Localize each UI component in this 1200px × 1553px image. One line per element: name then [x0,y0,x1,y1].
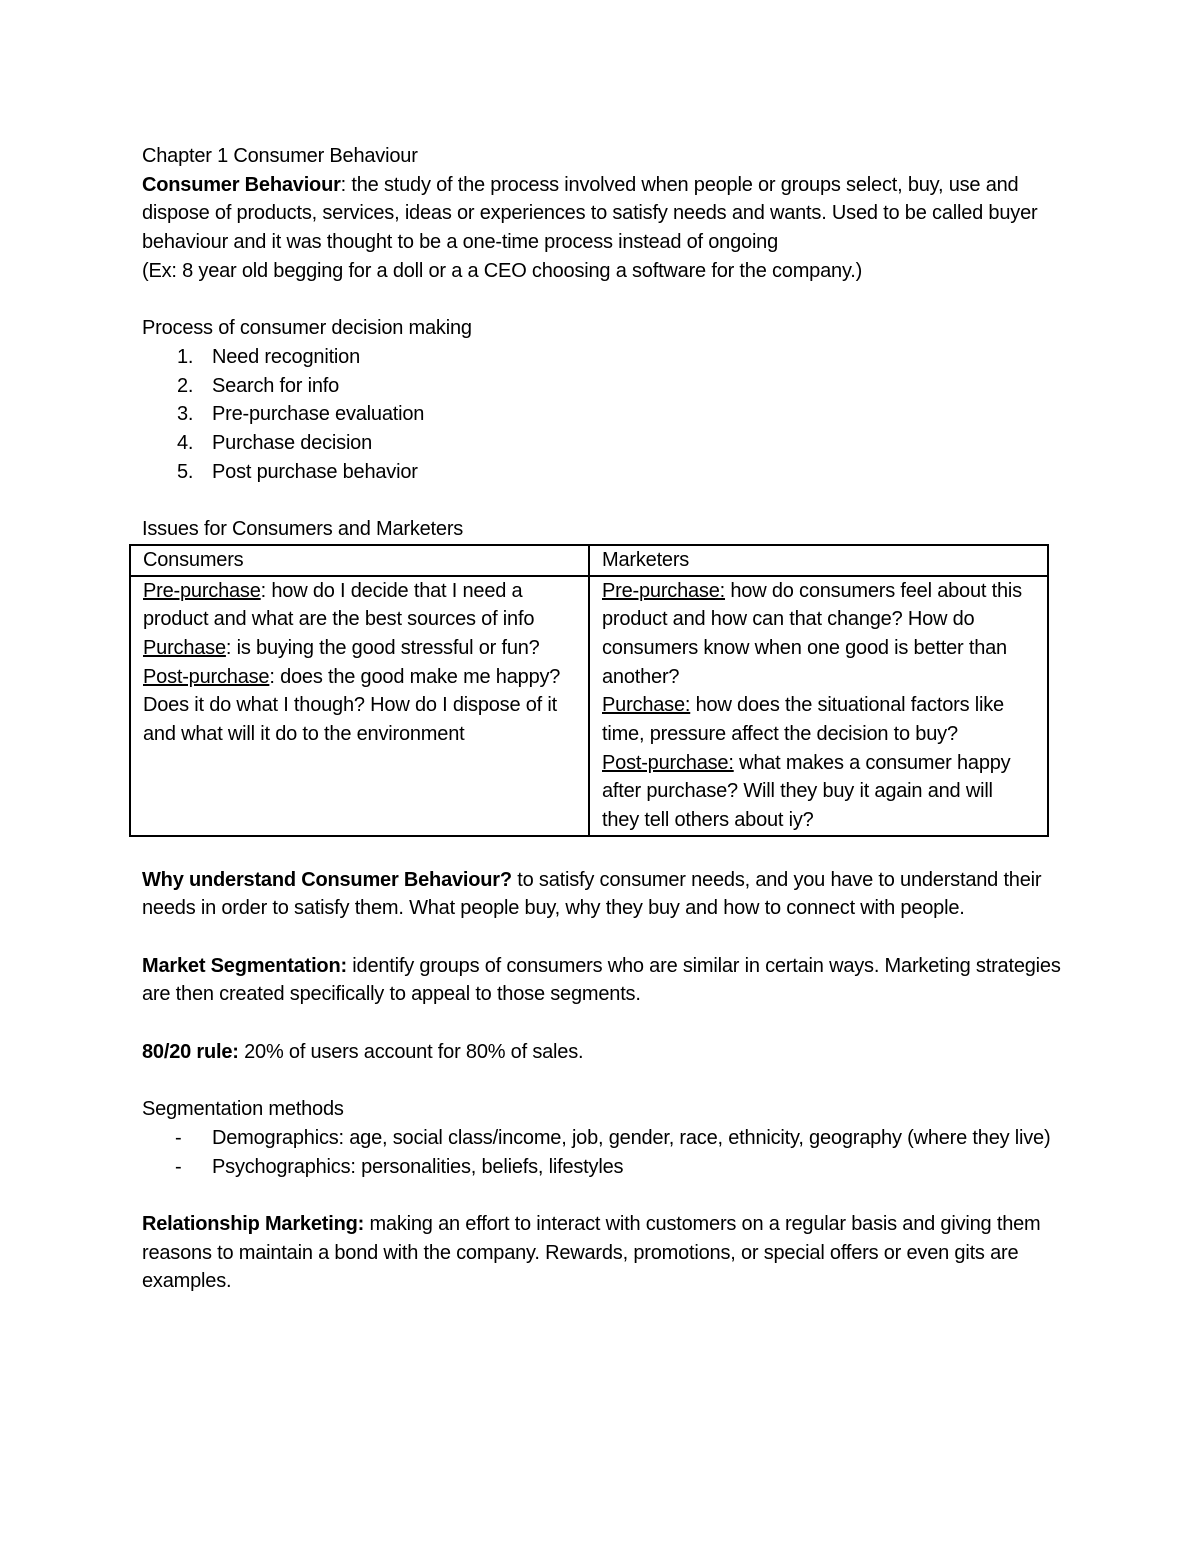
document-body [142,142,1062,1296]
why-text: to satisfy consumer needs, and you have to understand their needs in order to satisfy them. What people buy, why they buy and how to connect with people. [142,868,1042,920]
process-heading: Process of consumer decision making [142,317,472,340]
list-item-text: Pre-purchase evaluation [212,403,425,426]
segmentation-term: Market Segmentation: [142,954,347,977]
list-item-text: Post purchase behavior [212,460,418,483]
rule-text: 20% of users account for 80% of sales. [238,1040,584,1063]
list-item [142,429,1062,458]
process-list [142,343,1062,487]
rule-paragraph [142,1038,1062,1067]
rule-term: 80/20 rule: [142,1040,239,1063]
relationship-text: making an effort to interact with customers on a regular basis and giving them reasons to maintain a bond with the company. Rewards, promotions, or special offers or even gits are examples. [142,1212,1041,1293]
marketers-post-text: what makes a consumer happy after purchase? Will they buy it again and will they tell others about iy? [602,751,1011,832]
list-item [142,372,1062,401]
list-item-text: Psychographics: personalities, beliefs, lifestyles [212,1155,624,1178]
relationship-term: Relationship Marketing: [142,1212,365,1235]
list-item [142,1153,1062,1182]
marketers-cell [589,576,1048,836]
list-item-text: Demographics: age, social class/income, job, gender, race, ethnicity, geography (where they live) [212,1126,1051,1149]
consumers-post-text: : does the good make me happy? Does it do what I though? How do I dispose of it and what will it do to the environment [143,665,561,746]
list-item [142,343,1062,372]
table-header-consumers: Consumers [130,545,589,576]
issues-heading: Issues for Consumers and Marketers [142,518,464,541]
list-number: 4. [177,432,194,455]
dash-marker: - [175,1126,182,1149]
marketers-post-label: Post-purchase: [602,751,734,774]
definition-example: (Ex: 8 year old begging for a doll or a a CEO choosing a software for the company.) [142,259,863,282]
methods-list [142,1124,1062,1181]
marketers-purchase-label: Purchase: [602,694,691,717]
list-item-text: Search for info [212,374,340,397]
consumers-pre-text: : how do I decide that I need a product and what are the best sources of info [143,579,535,631]
marketers-pre-text: how do consumers feel about this product and how can that change? How do consumers know when one good is better than another? [602,579,1022,688]
segmentation-paragraph [142,952,1062,1009]
table-row [130,576,1048,836]
chapter-title: Chapter 1 Consumer Behaviour [142,145,418,167]
consumers-purchase-label: Purchase [143,636,226,659]
definition-text: the study of the process involved when people or groups select, buy, use and dispose of products, services, ideas or experiences to satisfy needs and wants. Used to be called buyer behaviour and it was thought to be a one-time process instead of ongoing [142,173,1038,254]
table-header-marketers: Marketers [589,545,1048,576]
methods-heading: Segmentation methods [142,1098,344,1121]
definition-paragraph [142,171,1062,257]
dash-marker: - [175,1155,182,1178]
why-paragraph [142,866,1062,923]
relationship-paragraph [142,1210,1062,1296]
consumers-purchase-text: : is buying the good stressful or fun? [225,636,540,659]
list-item-text: Purchase decision [212,432,373,455]
consumers-post-label: Post-purchase [143,665,270,688]
list-number: 1. [177,345,194,368]
marketers-pre-label: Pre-purchase: [602,579,726,602]
list-number: 2. [177,374,194,397]
list-item-text: Need recognition [212,345,361,368]
list-item [142,458,1062,487]
consumers-pre-label: Pre-purchase [143,579,261,602]
list-number: 3. [177,403,194,426]
consumers-cell [130,576,589,836]
definition-colon: : [340,173,347,196]
segmentation-text: identify groups of consumers who are similar in certain ways. Marketing strategies are then created specifically to appeal to those segments. [142,954,1061,1006]
marketers-purchase-text: how does the situational factors like time, pressure affect the decision to buy? [602,694,1004,746]
issues-table [129,544,1049,837]
definition-term: Consumer Behaviour [142,173,341,196]
list-number: 5. [177,460,194,483]
why-term: Why understand Consumer Behaviour? [142,868,512,891]
list-item [142,1124,1062,1153]
table-header-row [130,545,1048,576]
list-item [142,400,1062,429]
